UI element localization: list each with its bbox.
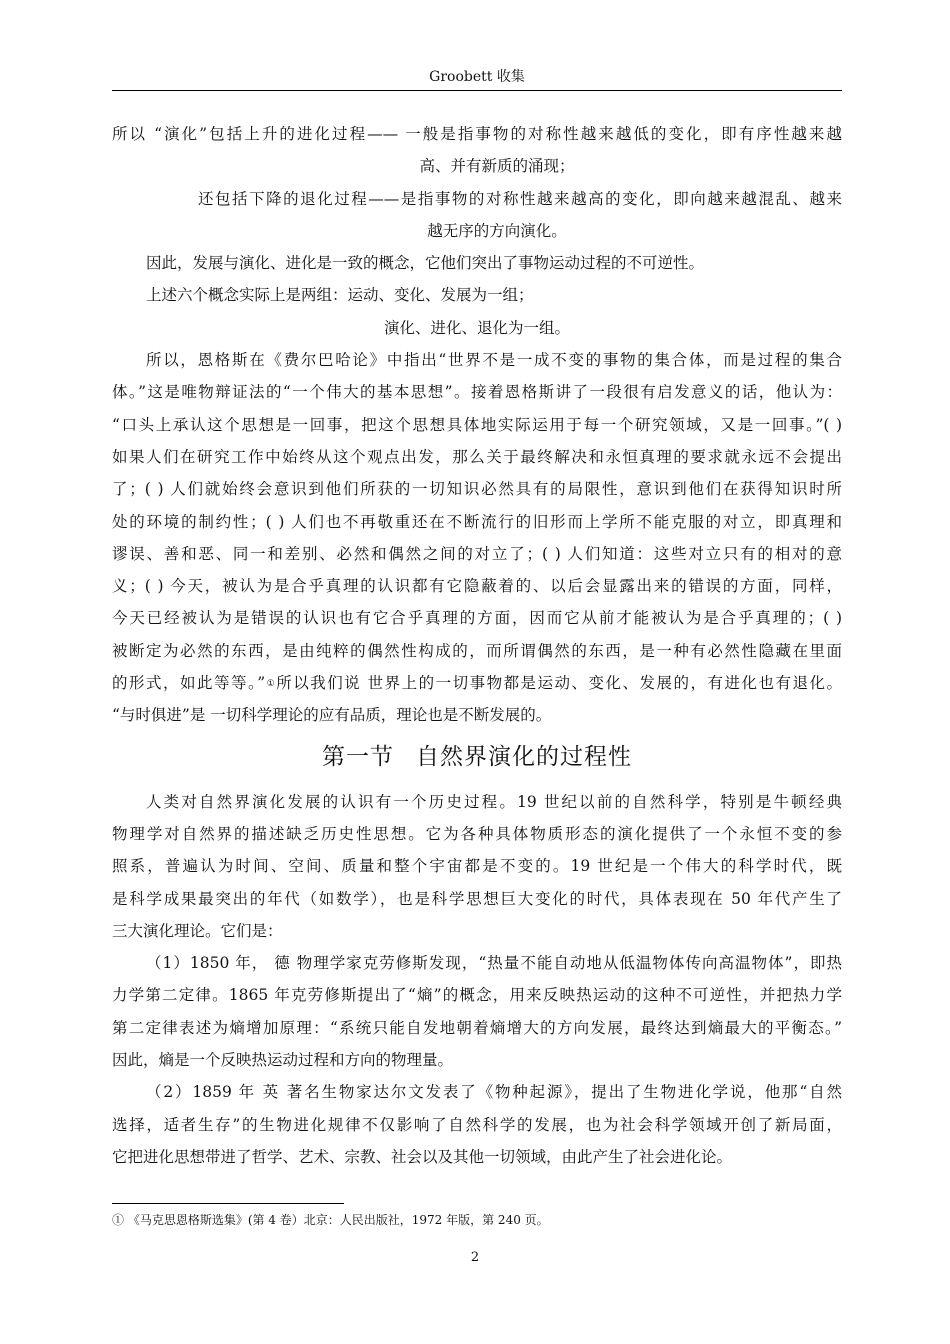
text-line: 谬误、善和恶、同一和差别、必然和偶然之间的对立了；( ) 人们知道：这些对立只有的相对的意 — [112, 544, 842, 563]
text-line — [112, 667, 842, 699]
text-line: 三大演化理论。它们是： — [112, 921, 283, 940]
text-line: “口头上承认这个思想是一回事，把这个思想具体地实际运用于每一个研究领域，又是一回事。”( ) — [112, 415, 842, 434]
text-line: 力学第二定律。1865 年克劳修斯提出了“熵”的概念，用来反映热运动的这种不可逆性，并把热力学 — [112, 986, 842, 1005]
page-header: Groobett 收集 — [429, 69, 525, 85]
text-line: 物理学对自然界的描述缺乏历史性思想。它为各种具体物质形态的演化提供了一个永恒不变的参 — [112, 824, 842, 843]
footnote: ① 《马克思恩格斯选集》(第 4 卷）北京：人民出版社，1972 年版，第 240 页。 — [112, 1213, 549, 1227]
text-line: 第二定律表述为熵增加原理：“系统只能自发地朝着熵增大的方向发展，最终达到熵最大的平衡态。” — [112, 1018, 842, 1037]
header-rule — [112, 90, 842, 91]
text-line: 所以 “演化”包括上升的进化过程—— 一般是指事物的对称性越来越低的变化，即有序性越来越 — [112, 125, 842, 143]
text-line: 越无序的方向演化。 — [427, 221, 567, 240]
text-line: “与时俱进”是 一切科学理论的应有品质，理论也是不断发展的。 — [112, 706, 552, 725]
text-line: 如果人们在研究工作中始终从这个观点出发，那么关于最终解决和永恒真理的要求就永远不会提出 — [112, 447, 842, 466]
text-line: 它把进化思想带进了哲学、艺术、宗教、社会以及其他一切领域，由此产生了社会进化论。 — [112, 1147, 733, 1166]
body-text — [112, 118, 842, 1173]
text-line: 被断定为必然的东西，是由纯粹的偶然性构成的，而所谓偶然的东西，是一种有必然性隐藏在里面 — [112, 641, 842, 660]
text-line: 选择，适者生存”的生物进化规律不仅影响了自然科学的发展，也为社会科学领域开创了新局面， — [112, 1115, 842, 1134]
text-line: 体。”这是唯物辩证法的“一个伟大的基本思想”。接着恩格斯讲了一段很有启发意义的话，他认为： — [112, 383, 842, 402]
text-line: 义；( ) 今天，被认为是合乎真理的认识都有它隐蔽着的、以后会显露出来的错误的方面，同样， — [112, 577, 842, 596]
text-segment: 的形式，如此等等。” — [112, 674, 266, 693]
text-line: 因此，发展与演化、进化是一致的概念，它他们突出了事物运动过程的不可逆性。 — [146, 254, 705, 273]
section-title: 自然界演化的过程性 — [416, 743, 632, 770]
text-line: （2）1859 年 英 著名生物家达尔文发表了《物种起源》，提出了生物进化学说，他那“自然 — [146, 1083, 842, 1102]
text-line: 处的环境的制约性；( ) 人们也不再敬重还在不断流行的旧形而上学所不能克服的对立，即真理和 — [112, 512, 842, 531]
text-line: 高、并有新质的涌现； — [419, 157, 575, 176]
text-line: 是科学成果最突出的年代（如数学），也是科学思想巨大变化的时代，具体表现在 50 年代产生了 — [112, 889, 842, 908]
text-segment: 所以我们说 世界上的一切事物都是运动、变化、发展的，有进化也有退化。 — [276, 674, 842, 693]
text-line: 还包括下降的退化过程——是指事物的对称性越来越高的变化，即向越来越混乱、越来 — [198, 189, 842, 208]
section-number: 第一节 — [322, 743, 394, 770]
text-line: 了；( ) 人们就始终会意识到他们所获的一切知识必然具有的局限性，意识到他们在获得知识时所 — [112, 480, 842, 499]
text-line: 所以，恩格斯在《费尔巴哈论》中指出“世界不是一成不变的事物的集合体，而是过程的集合 — [146, 351, 842, 370]
text-line: （1）1850 年， 德 物理学家克劳修斯发现，“热量不能自动地从低温物体传向高温物体”，即热 — [146, 954, 842, 973]
text-line: 演化、进化、退化为一组。 — [383, 318, 570, 337]
page-number: 2 — [470, 1250, 480, 1265]
text-line: 因此，熵是一个反映热运动过程和方向的物理量。 — [112, 1051, 454, 1070]
footnote-marker[interactable]: ① — [265, 679, 277, 690]
text-line: 今天已经被认为是错误的认识也有它合乎真理的方面，因而它从前才能被认为是合乎真理的；( ) — [112, 609, 842, 628]
footnote-rule — [112, 1203, 344, 1204]
section-heading — [112, 732, 842, 784]
text-line: 上述六个概念实际上是两组：运动、变化、发展为一组； — [146, 286, 534, 305]
text-line: 人类对自然界演化发展的认识有一个历史过程。19 世纪以前的自然科学，特别是牛顿经典 — [146, 792, 842, 811]
text-line: 照系，普遍认为时间、空间、质量和整个宇宙都是不变的。19 世纪是一个伟大的科学时代，既 — [112, 857, 842, 876]
